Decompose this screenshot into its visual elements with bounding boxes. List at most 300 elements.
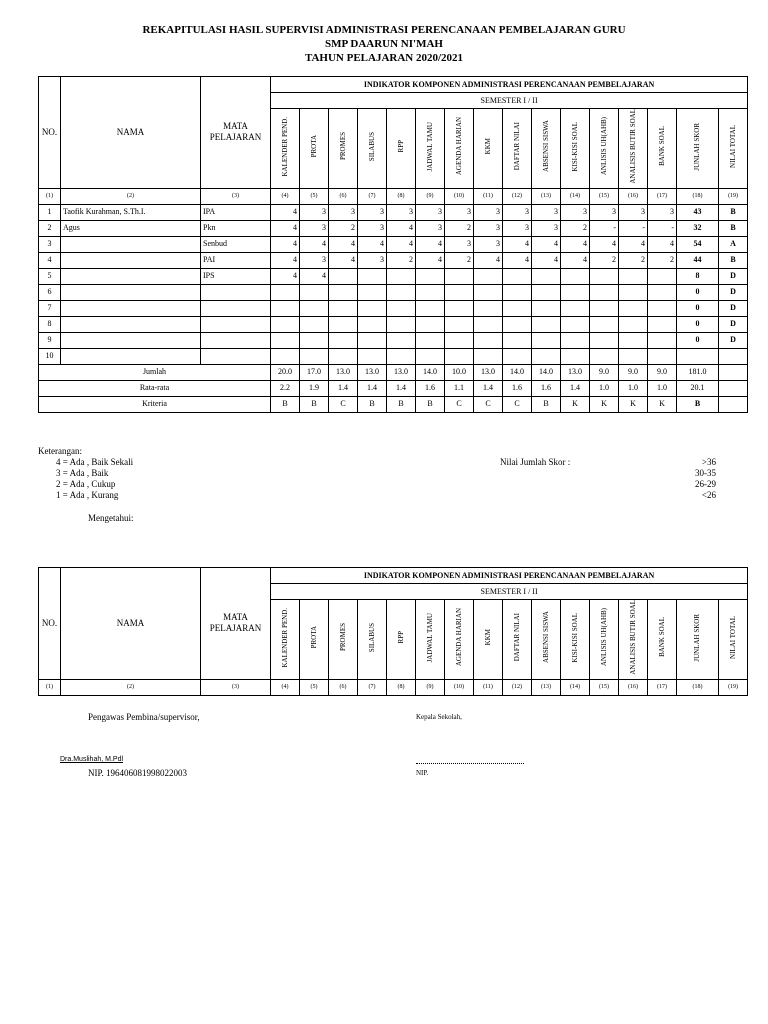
score-cell: 3 [619,204,648,220]
row-nama [61,300,201,316]
table-row [39,332,748,348]
indicator-header [503,600,532,680]
row-nilai: B [719,220,748,236]
column-number: (14) [561,188,590,204]
pengawas-label: Pengawas Pembina/supervisor, [88,712,200,722]
score-cell [561,284,590,300]
column-number: (10) [445,679,474,695]
column-number: (7) [358,679,387,695]
score-cell: 3 [474,236,503,252]
row-mapel [201,332,271,348]
column-number: (15) [590,679,619,695]
indicator-header [561,600,590,680]
indicator-header [358,600,387,680]
row-mapel [201,348,271,364]
score-cell [358,348,387,364]
indicator-header [416,600,445,680]
score-cell [358,332,387,348]
score-cell [445,300,474,316]
score-cell: 2 [445,252,474,268]
summary-value: 13.0 [387,364,416,380]
column-number: (9) [416,188,445,204]
score-cell [590,284,619,300]
summary-value: 1.0 [648,380,677,396]
indicator-header [677,600,719,680]
score-cell [358,316,387,332]
indicator-label: KKM [483,138,492,155]
row-nilai: D [719,332,748,348]
indicator-label: PROMES [338,623,347,652]
score-cell [590,348,619,364]
score-cell [503,348,532,364]
table-row [39,348,748,364]
score-cell [648,348,677,364]
score-cell [532,348,561,364]
score-cell: 3 [416,204,445,220]
score-cell: 4 [387,220,416,236]
indicator-label: KISI-KISI SOAL [570,121,579,172]
indicator-label: ANLISIS UH(AHB) [599,117,608,176]
score-cell [619,268,648,284]
column-number: (2) [61,679,201,695]
row-nilai: B [719,204,748,220]
summary-value: 13.0 [329,364,358,380]
summary-value: 1.0 [619,380,648,396]
summary-value: 14.0 [532,364,561,380]
score-cell [329,300,358,316]
summary-value: 1.9 [300,380,329,396]
summary-value: B [271,396,300,412]
column-number: (19) [719,188,748,204]
score-cell: 3 [445,236,474,252]
semester-header: SEMESTER I / II [271,584,748,600]
score-cell: 3 [387,204,416,220]
score-cell [445,348,474,364]
column-number: (11) [474,188,503,204]
score-cell [561,332,590,348]
score-cell: 4 [271,252,300,268]
score-cell [503,300,532,316]
table-row [39,268,748,284]
score-cell: 4 [561,252,590,268]
summary-value: 1.4 [387,380,416,396]
summary-row [39,364,748,380]
keterangan-item: 3 = Ada , Baik [56,468,109,478]
score-cell [561,268,590,284]
score-cell: 4 [358,236,387,252]
row-no: 9 [39,332,61,348]
score-cell [271,332,300,348]
indicator-header [358,109,387,189]
score-cell: 3 [474,220,503,236]
score-cell: 3 [416,220,445,236]
score-cell: 4 [561,236,590,252]
table-row [39,316,748,332]
indikator-header: INDIKATOR KOMPONEN ADMINISTRASI PERENCANAAN PEMBELAJARAN [271,568,748,584]
row-no: 7 [39,300,61,316]
column-number: (7) [358,188,387,204]
summary-value: 9.0 [648,364,677,380]
summary-value: B [416,396,445,412]
score-cell [532,284,561,300]
score-cell [590,300,619,316]
skor-label: Nilai Jumlah Skor : [500,457,571,467]
summary-value: C [329,396,358,412]
indicator-header [719,600,748,680]
summary-value: 1.1 [445,380,474,396]
score-cell: 4 [300,268,329,284]
indicator-label: NILAI TOTAL [728,124,737,168]
score-cell: - [619,220,648,236]
column-number: (13) [532,188,561,204]
skor-range: 26-29 [695,479,716,489]
score-cell: 4 [329,236,358,252]
indicator-header [300,600,329,680]
score-cell: 4 [648,236,677,252]
summary-value: K [648,396,677,412]
indicator-header [648,109,677,189]
score-cell [387,348,416,364]
indicator-header [271,600,300,680]
score-cell [648,284,677,300]
row-no: 4 [39,252,61,268]
score-cell [416,316,445,332]
row-jumlah: 0 [677,284,719,300]
indicator-label: BANK SOAL [657,617,666,658]
indicator-label: SILABUS [367,622,376,652]
row-mapel: PAI [201,252,271,268]
score-cell: 3 [300,204,329,220]
column-number: (13) [532,679,561,695]
row-nilai: B [719,252,748,268]
indicator-header [532,600,561,680]
score-cell [416,268,445,284]
score-cell [648,300,677,316]
score-cell [358,268,387,284]
summary-value: 9.0 [590,364,619,380]
doc-title-line3: TAHUN PELAJARAN 2020/2021 [304,52,464,64]
score-cell [474,316,503,332]
summary-row [39,380,748,396]
table-row [39,284,748,300]
row-nilai [719,348,748,364]
row-nilai: A [719,236,748,252]
column-number: (11) [474,679,503,695]
score-cell: 4 [619,236,648,252]
indicator-header [532,109,561,189]
row-nama [61,268,201,284]
score-cell [416,332,445,348]
indicator-label: JUNLAH SKOR [693,122,701,171]
score-cell [590,316,619,332]
row-nilai: D [719,316,748,332]
score-cell [416,284,445,300]
score-cell [532,268,561,284]
summary-value: K [619,396,648,412]
score-cell [387,268,416,284]
score-cell [503,332,532,348]
indicator-label: ANALISIS BUTIR SOAL [628,600,637,675]
doc-title-line2: SMP DAARUN NI'MAH [325,38,443,50]
score-cell [387,316,416,332]
score-cell: 4 [532,252,561,268]
row-nama [61,316,201,332]
keterangan-title: Keterangan: [38,446,82,456]
indicator-label: JUNLAH SKOR [693,613,701,662]
score-cell: 4 [271,204,300,220]
score-cell: 4 [416,236,445,252]
score-cell [300,284,329,300]
indicator-label: KKM [483,629,492,646]
summary-value: B [358,396,387,412]
col-header-nama: NAMA [61,77,201,189]
row-nama: Agus [61,220,201,236]
score-cell [445,268,474,284]
summary-value: 1.4 [329,380,358,396]
score-cell: - [648,220,677,236]
score-cell: 4 [474,252,503,268]
score-cell [271,348,300,364]
indicator-label: SILABUS [367,131,376,161]
score-cell: 2 [561,220,590,236]
summary-value: 181.0 [677,364,719,380]
keterangan-item: 4 = Ada , Baik Sekali [56,457,134,467]
row-nilai: D [719,300,748,316]
score-cell [474,284,503,300]
row-no: 2 [39,220,61,236]
summary-value: C [445,396,474,412]
score-cell [532,300,561,316]
score-cell [387,284,416,300]
score-cell [532,316,561,332]
indicator-header [445,109,474,189]
score-cell [648,332,677,348]
row-mapel: IPS [201,268,271,284]
score-cell [474,332,503,348]
score-cell [619,300,648,316]
row-mapel [201,300,271,316]
kepala-signature-line [416,763,524,764]
row-jumlah [677,348,719,364]
summary-value [719,380,748,396]
column-number: (2) [61,188,201,204]
row-jumlah: 0 [677,316,719,332]
row-no: 5 [39,268,61,284]
score-cell [329,348,358,364]
keterangan-item: 2 = Ada , Cukup [56,479,116,489]
summary-value: 20.0 [271,364,300,380]
summary-value: K [590,396,619,412]
score-cell: 3 [561,204,590,220]
indicator-header [648,600,677,680]
indicator-label: ABSENSI SISWA [541,611,550,664]
column-number: (3) [201,188,271,204]
score-cell: 4 [387,236,416,252]
score-cell: 4 [503,236,532,252]
indicator-header [474,109,503,189]
score-cell [619,348,648,364]
score-cell: 4 [590,236,619,252]
indicator-header [561,109,590,189]
summary-value: 1.0 [590,380,619,396]
score-cell [329,268,358,284]
indicator-label: KALENDER PEND. [280,607,289,668]
summary-value: 13.0 [358,364,387,380]
table-row [39,204,748,220]
row-mapel: IPA [201,204,271,220]
summary-label: Rata-rata [39,380,271,396]
indicator-header [445,600,474,680]
score-cell [619,316,648,332]
column-number: (17) [648,679,677,695]
score-cell: 4 [271,268,300,284]
row-nama [61,348,201,364]
score-cell: 3 [358,204,387,220]
column-number: (18) [677,679,719,695]
score-cell: 4 [300,236,329,252]
semester-header: SEMESTER I / II [271,93,748,109]
summary-value: 1.6 [416,380,445,396]
summary-value: 1.4 [561,380,590,396]
column-number: (12) [503,188,532,204]
score-cell: 3 [329,204,358,220]
indicator-label: AGENDA HARIAN [454,608,463,667]
row-no: 1 [39,204,61,220]
row-no: 6 [39,284,61,300]
indicator-header [677,109,719,189]
score-cell [532,332,561,348]
summary-value: 13.0 [474,364,503,380]
score-cell [619,332,648,348]
skor-range: <26 [701,490,716,500]
indicator-header [416,109,445,189]
score-cell: 3 [358,252,387,268]
score-cell [300,300,329,316]
score-cell: 4 [416,252,445,268]
score-cell: 4 [503,252,532,268]
indicator-header [590,600,619,680]
column-number: (16) [619,679,648,695]
row-mapel [201,316,271,332]
col-header-no: NO. [39,77,61,189]
score-cell [619,284,648,300]
column-number: (16) [619,188,648,204]
summary-value: 20.1 [677,380,719,396]
score-cell [300,316,329,332]
indicator-header [300,109,329,189]
column-number: (15) [590,188,619,204]
col-header-mapel: MATA PELAJARAN [201,568,271,680]
score-cell [300,348,329,364]
score-cell [648,268,677,284]
row-nama [61,236,201,252]
score-cell: 3 [590,204,619,220]
score-cell [387,332,416,348]
column-number: (12) [503,679,532,695]
indicator-label: JADWAL TAMU [425,121,434,172]
summary-value [719,396,748,412]
pengawas-name: Dra.Muslihah, M.Pdl [60,756,124,763]
column-number: (8) [387,679,416,695]
row-nilai: D [719,284,748,300]
summary-value: B [532,396,561,412]
score-cell: 3 [648,204,677,220]
table-row [39,220,748,236]
summary-value: 1.4 [474,380,503,396]
score-cell [416,300,445,316]
score-cell [271,284,300,300]
score-cell [358,284,387,300]
row-nilai: D [719,268,748,284]
score-cell [416,348,445,364]
score-cell [474,300,503,316]
score-cell [387,300,416,316]
column-number: (5) [300,679,329,695]
keterangan-item: 1 = Ada , Kurang [56,490,119,500]
score-cell [329,284,358,300]
score-cell: 2 [590,252,619,268]
summary-label: Kriteria [39,396,271,412]
indicator-label: RPP [396,140,405,153]
score-cell [358,300,387,316]
row-nama [61,252,201,268]
col-header-mapel: MATA PELAJARAN [201,77,271,189]
score-cell: 3 [503,204,532,220]
row-jumlah: 8 [677,268,719,284]
score-cell [300,332,329,348]
summary-value: C [474,396,503,412]
summary-value: 13.0 [561,364,590,380]
indicator-header [474,600,503,680]
col-header-no: NO. [39,568,61,680]
table-row [39,252,748,268]
table-row [39,300,748,316]
column-number: (6) [329,188,358,204]
indicator-header [387,600,416,680]
score-cell: 3 [300,220,329,236]
doc-title-line1: REKAPITULASI HASIL SUPERVISI ADMINISTRASI PERENCANAAN PEMBELAJARAN GURU [142,24,626,36]
score-cell: 3 [474,204,503,220]
score-cell [561,348,590,364]
row-jumlah: 54 [677,236,719,252]
column-number: (3) [201,679,271,695]
summary-value: 1.6 [503,380,532,396]
score-cell: 3 [300,252,329,268]
column-number: (1) [39,679,61,695]
indikator-header: INDIKATOR KOMPONEN ADMINISTRASI PERENCANAAN PEMBELAJARAN [271,77,748,93]
indicator-label: KALENDER PEND. [280,116,289,177]
score-cell: - [590,220,619,236]
summary-row [39,396,748,412]
indicator-header [719,109,748,189]
summary-value: 9.0 [619,364,648,380]
kepala-label: Kepala Sekolah, [416,713,462,721]
row-jumlah: 0 [677,300,719,316]
score-cell: 2 [619,252,648,268]
indicator-header [619,600,648,680]
indicator-label: AGENDA HARIAN [454,117,463,176]
score-cell: 4 [271,236,300,252]
score-cell: 3 [532,204,561,220]
score-cell [503,268,532,284]
indicator-label: BANK SOAL [657,126,666,167]
column-number: (8) [387,188,416,204]
summary-value: B [300,396,329,412]
score-cell: 2 [648,252,677,268]
mengetahui-label: Mengetahui: [88,513,134,523]
indicator-label: PROMES [338,132,347,161]
summary-value: B [677,396,719,412]
